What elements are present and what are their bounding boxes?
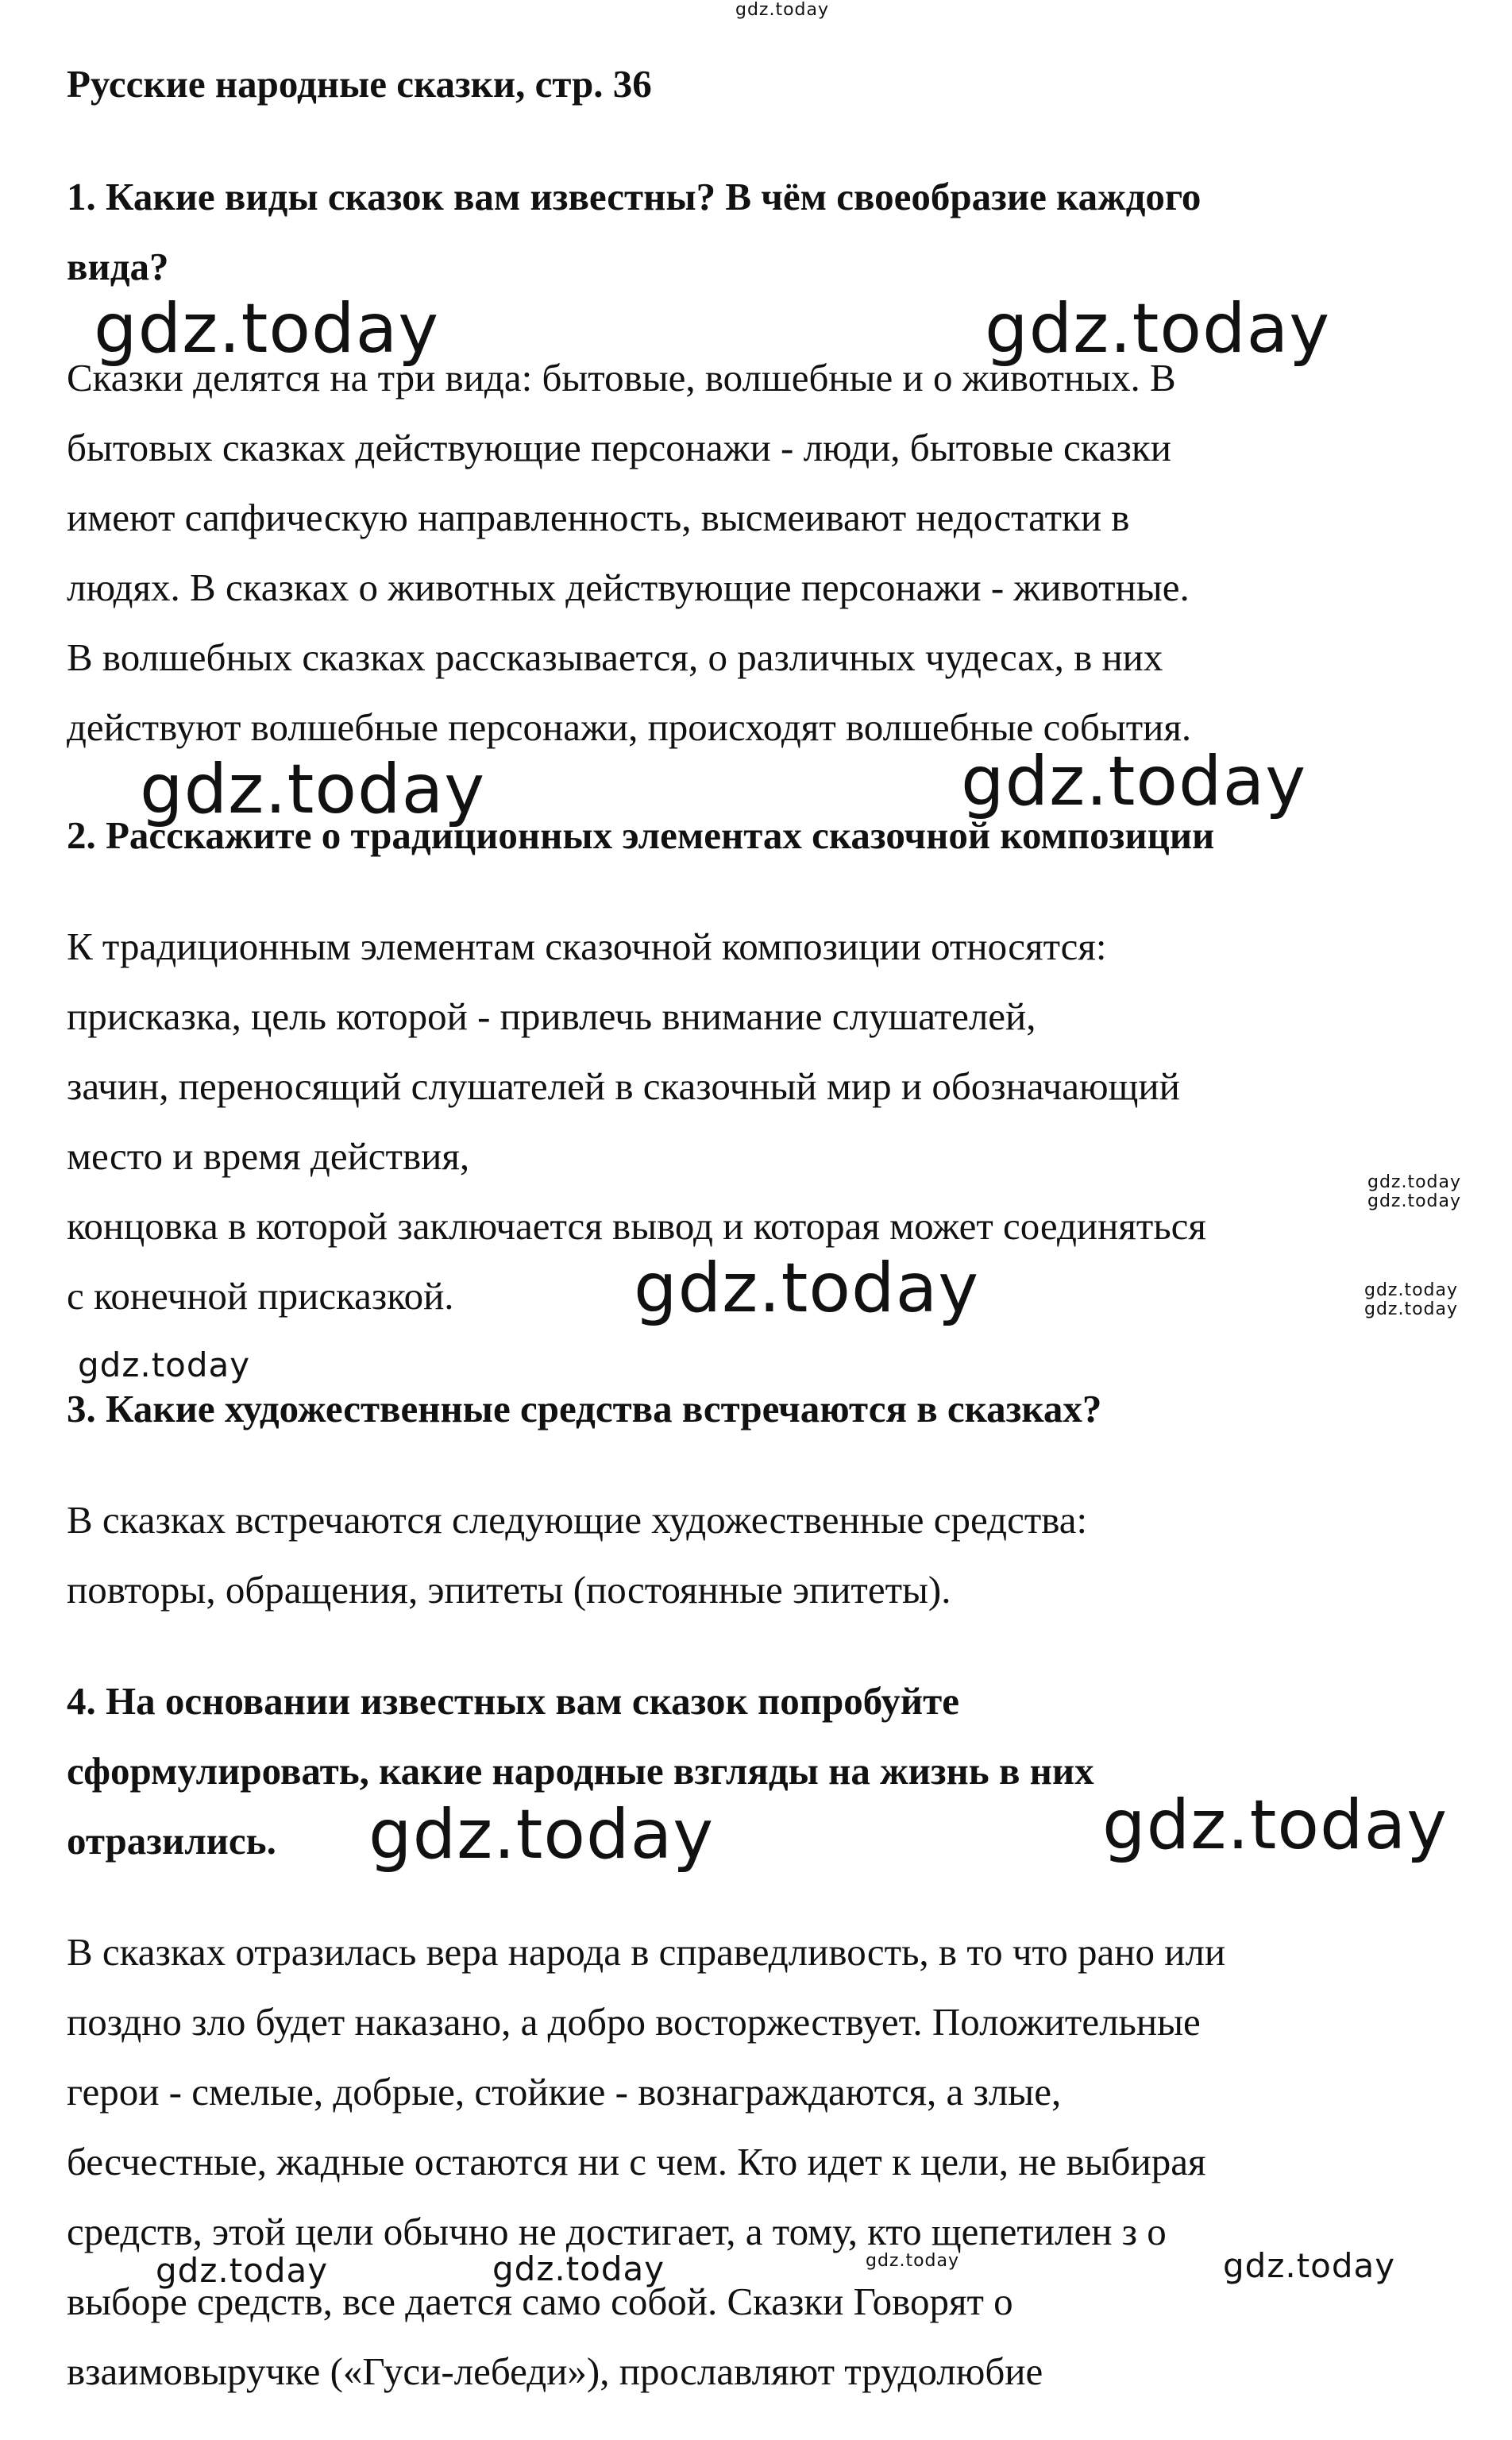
question-heading: 4. На основании известных вам сказок попробуйте [67, 1679, 959, 1723]
answer-line: герои - смелые, добрые, стойкие - вознаграждаются, а злые, [67, 2070, 1062, 2114]
answer-line: зачин, переносящий слушателей в сказочный мир и обозначающий [67, 1064, 1180, 1108]
answer-line: взаимовыручке («Гуси-лебеди»), прославляют трудолюбие [67, 2349, 1043, 2393]
question-heading: 3. Какие художественные средства встречаются в сказках? [67, 1387, 1102, 1430]
answer-line: средств, этой цели обычно не достигает, а тому, кто щепетилен з о [67, 2210, 1167, 2253]
question-heading: вида? [67, 245, 169, 288]
answer-line: с конечной присказкой. [67, 1274, 454, 1318]
watermark: gdz.today [866, 2251, 960, 2271]
question-heading: 1. Какие виды сказок вам известны? В чём своеобразие каждого [67, 175, 1202, 218]
answer-line: бесчестные, жадные остаются ни с чем. Кто идет к цели, не выбирая [67, 2140, 1206, 2183]
answer-line: Сказки делятся на три вида: бытовые, волшебные и о животных. В [67, 356, 1176, 400]
answer-line: В сказках отразилась вера народа в справедливость, в то что рано или [67, 1930, 1226, 1974]
watermark: gdz.today [1367, 1191, 1462, 1211]
watermark: gdz.today [634, 1249, 980, 1328]
watermark: gdz.today [94, 289, 440, 369]
answer-line: В волшебных сказках рассказывается, о различных чудесах, в них [67, 635, 1163, 679]
watermark: gdz.today [78, 1345, 251, 1384]
watermark: gdz.today [735, 0, 830, 20]
answer-line: имеют сапфическую направленность, высмеивают недостатки в [67, 496, 1130, 539]
watermark: gdz.today [1364, 1299, 1459, 1319]
watermark: gdz.today [1102, 1786, 1448, 1865]
watermark: gdz.today [961, 742, 1307, 821]
question-heading: сформулировать, какие народные взгляды на жизнь в них [67, 1749, 1094, 1793]
watermark: gdz.today [1364, 1280, 1459, 1300]
page-title: Русские народные сказки, стр. 36 [67, 62, 652, 106]
answer-line: людях. В сказках о животных действующие персонажи - животные. [67, 566, 1190, 609]
question-heading: отразились. [67, 1819, 276, 1863]
answer-line: повторы, обращения, эпитеты (постоянные эпитеты). [67, 1568, 951, 1612]
answer-line: действуют волшебные персонажи, происходят волшебные события. [67, 705, 1192, 749]
answer-line: присказка, цель которой - привлечь внимание слушателей, [67, 994, 1036, 1038]
watermark: gdz.today [1367, 1172, 1462, 1192]
answer-line: поздно зло будет наказано, а добро восторжествует. Положительные [67, 2000, 1201, 2044]
watermark: gdz.today [140, 750, 486, 829]
watermark: gdz.today [156, 2251, 329, 2290]
answer-line: В сказках встречаются следующие художественные средства: [67, 1498, 1088, 1542]
watermark: gdz.today [1223, 2246, 1396, 2285]
watermark: gdz.today [492, 2249, 665, 2288]
answer-line: К традиционным элементам сказочной композиции относятся: [67, 925, 1107, 968]
watermark: gdz.today [368, 1795, 715, 1874]
watermark: gdz.today [985, 289, 1331, 369]
answer-line: концовка в которой заключается вывод и которая может соединяться [67, 1204, 1206, 1248]
answer-line: бытовых сказках действующие персонажи - люди, бытовые сказки [67, 426, 1171, 469]
answer-line: выборе средств, все дается само собой. Сказки Говорят о [67, 2280, 1013, 2323]
answer-line: место и время действия, [67, 1134, 470, 1178]
question-heading: 2. Расскажите о традиционных элементах сказочной композиции [67, 813, 1215, 857]
